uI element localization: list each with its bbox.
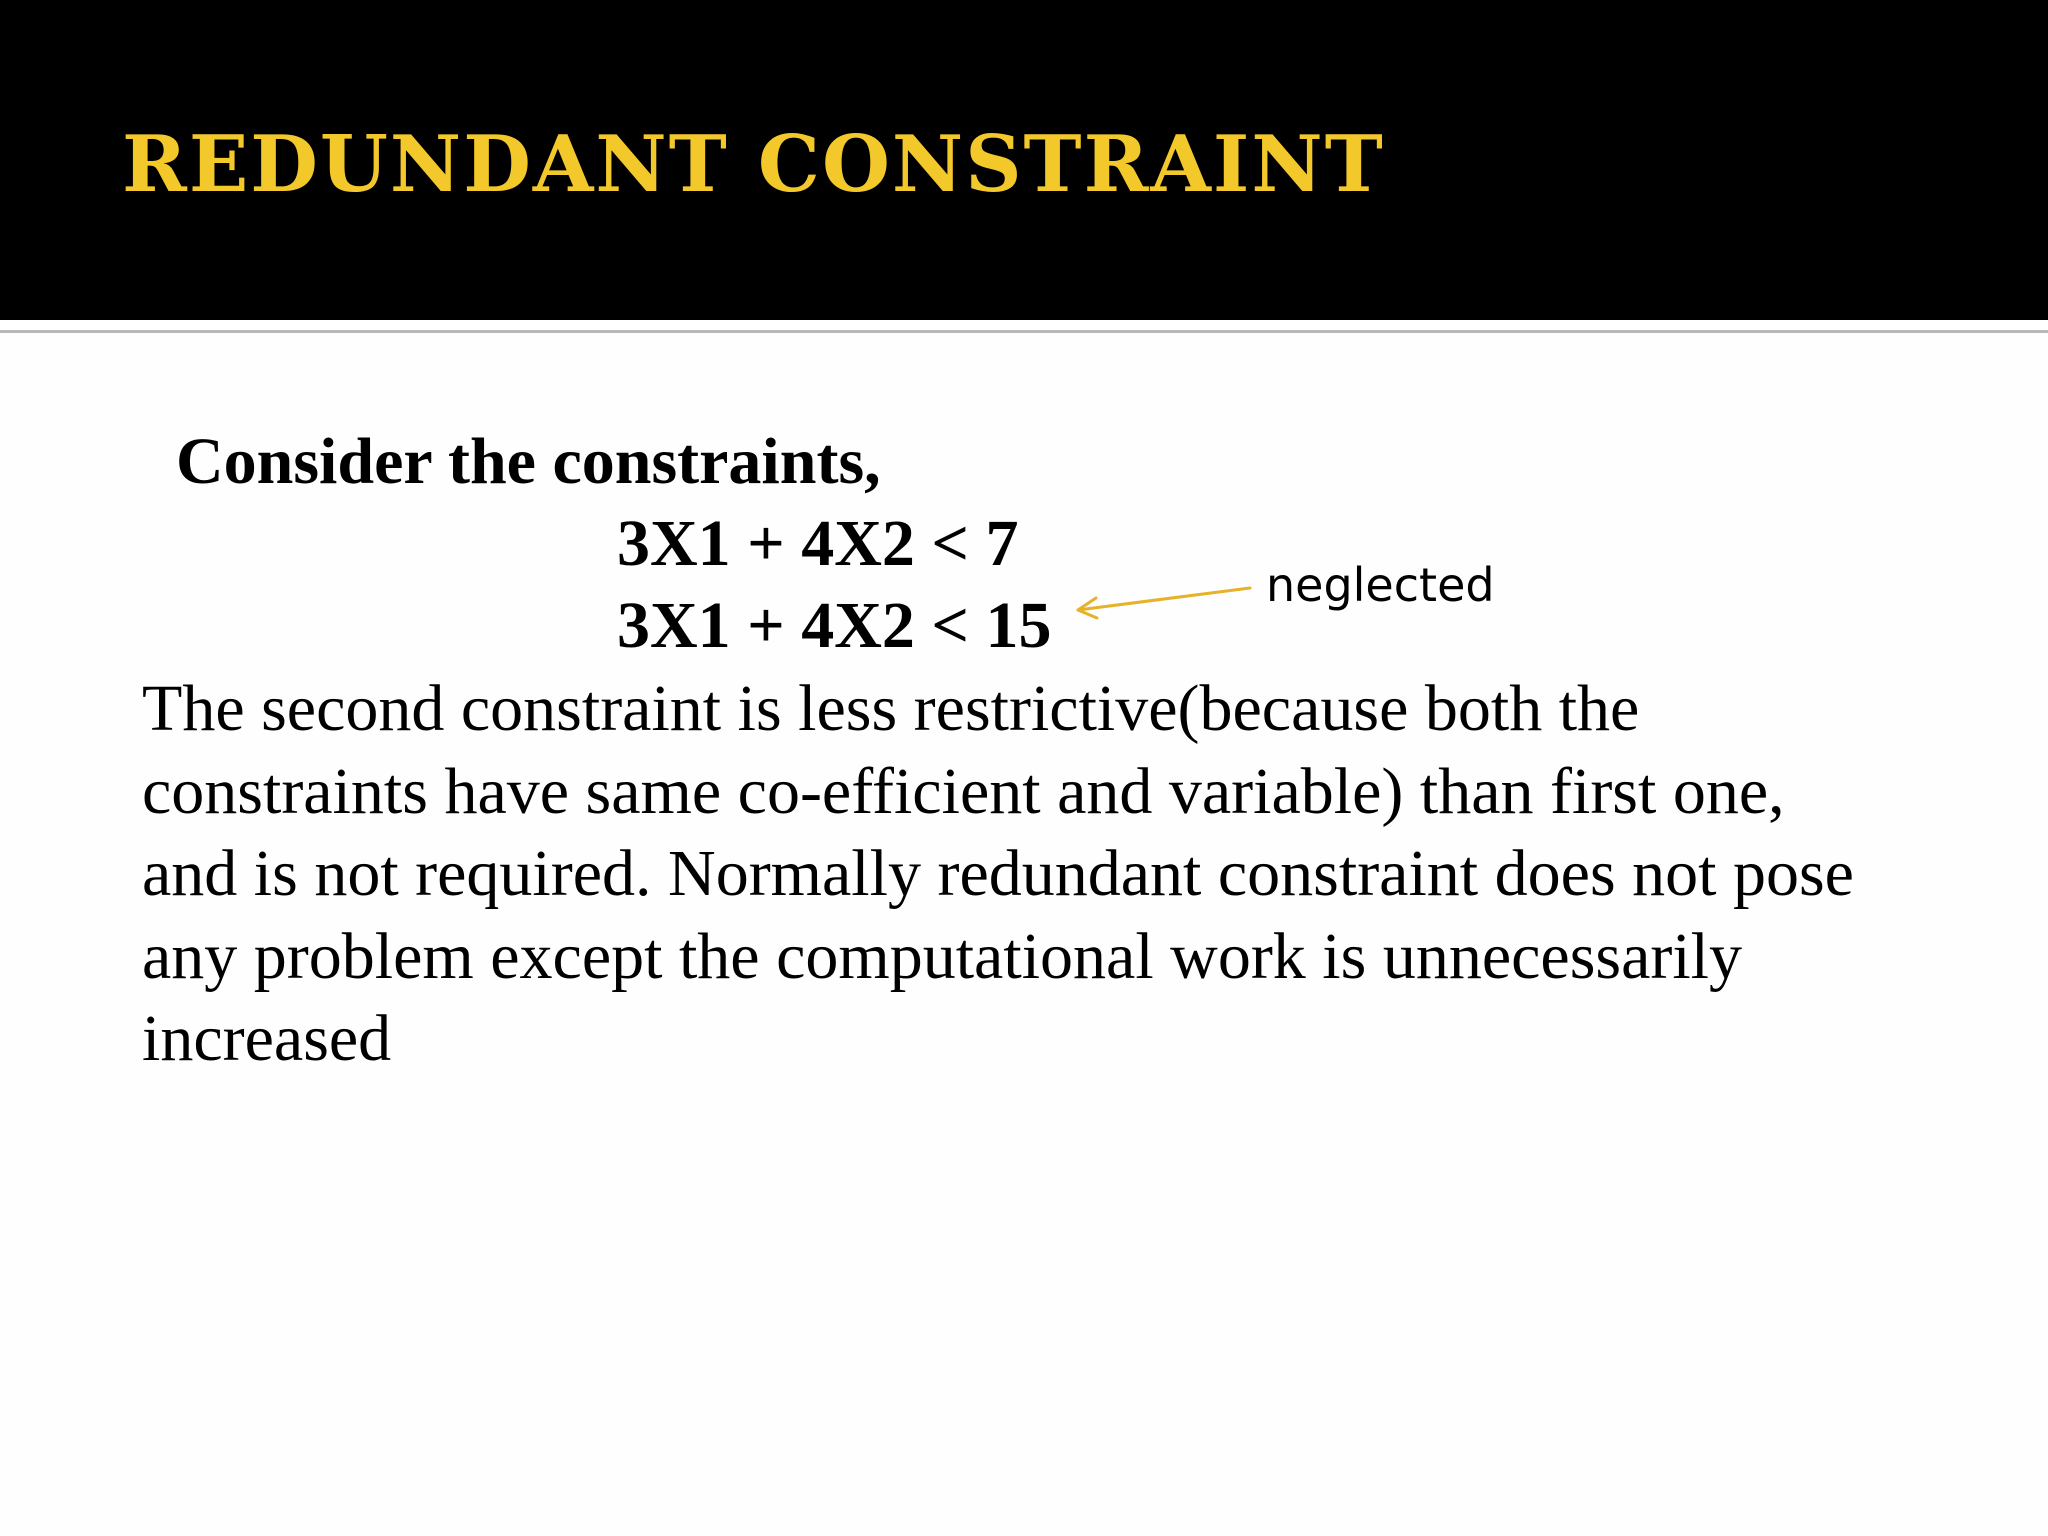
body-line: The second constraint is less restrictive(because both the — [142, 672, 1640, 745]
annotation-arrow — [1070, 580, 1260, 620]
constraint-1: 3X1 + 4X2 < 7 — [617, 507, 1019, 580]
slide-title: REDUNDANT CONSTRAINT — [122, 119, 1385, 210]
annotation-label: neglected — [1266, 558, 1495, 612]
body-paragraph — [142, 668, 2022, 1081]
body-line: and is not required. Normally redundant constraint does not pose — [142, 837, 1854, 910]
body-line: constraints have same co-efficient and variable) than first one, — [142, 754, 1785, 828]
header-divider — [0, 320, 2048, 326]
body-line: increased — [142, 1002, 392, 1075]
body-line: any problem except the computational work is unnecessarily — [142, 919, 1743, 993]
header-divider-shadow — [0, 330, 2048, 333]
annotation-arrow-shaft — [1078, 588, 1250, 610]
intro-text: Consider the constraints, — [176, 425, 881, 498]
header-band — [0, 0, 2048, 320]
constraint-2: 3X1 + 4X2 < 15 — [617, 589, 1052, 662]
